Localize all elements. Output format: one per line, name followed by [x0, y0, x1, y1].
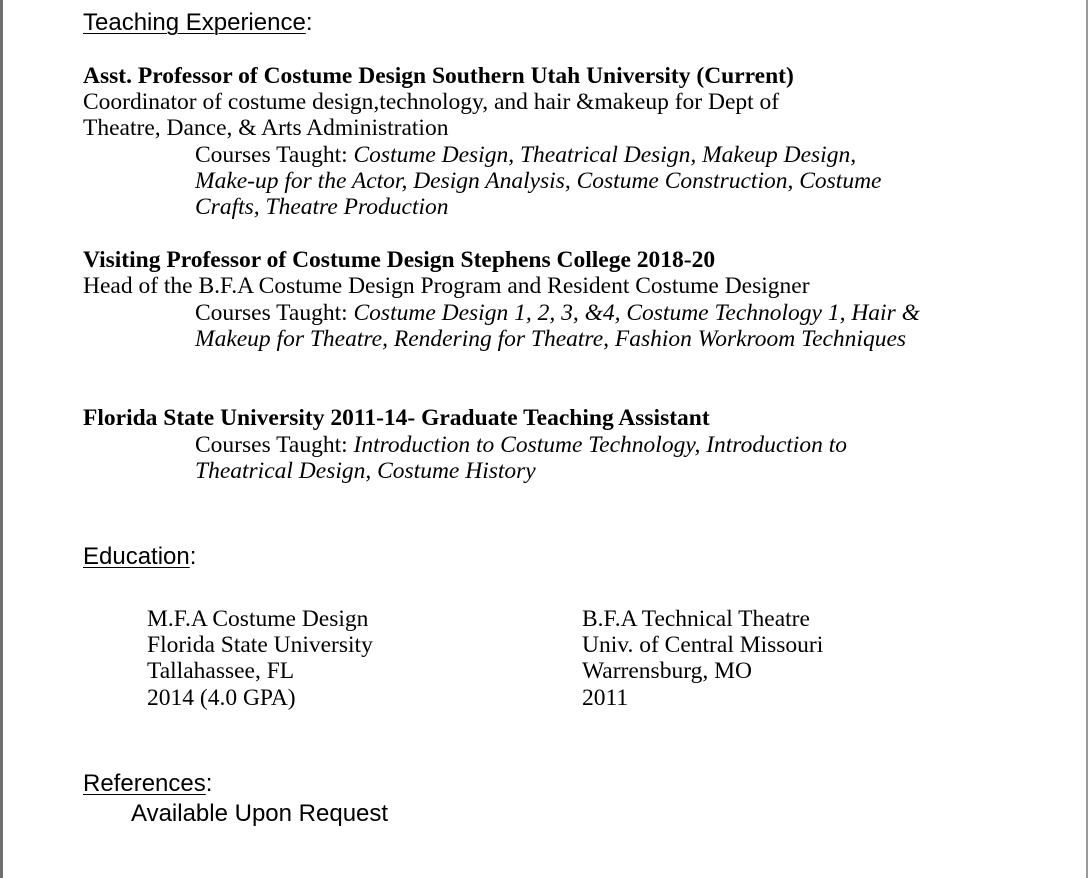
courses-label: Courses Taught: — [195, 300, 354, 326]
courses-stephens-college — [195, 300, 1075, 352]
references-text: Available Upon Request — [131, 800, 389, 827]
job-description-line: Head of the B.F.A Costume Design Program and Resident Costume Designer — [83, 273, 810, 300]
courses-label: Courses Taught: — [195, 432, 354, 458]
degree-year: 2014 (4.0 GPA) — [147, 684, 296, 711]
education-degree-bfa — [582, 606, 823, 711]
degree-school: Florida State University — [147, 632, 373, 659]
courses-southern-utah — [195, 142, 1075, 221]
degree-year: 2011 — [582, 684, 629, 711]
courses-list-line: Crafts, Theatre Production — [195, 194, 449, 221]
courses-list-line: Introduction to Costume Technology, Introduction to — [353, 432, 847, 458]
teaching-heading-colon: : — [305, 9, 313, 36]
references-heading-text: References — [83, 770, 206, 797]
position-florida-state — [83, 405, 710, 431]
degree-location: Tallahassee, FL — [147, 658, 295, 685]
position-southern-utah — [83, 63, 794, 142]
courses-list-line: Makeup for Theatre, Rendering for Theatre, Fashion Workroom Techniques — [195, 326, 907, 353]
degree-name: M.F.A Costume Design — [147, 606, 369, 632]
degree-name: B.F.A Technical Theatre — [582, 606, 810, 632]
references-heading-colon: : — [205, 770, 213, 797]
courses-list-line: Theatrical Design, Costume History — [195, 458, 536, 485]
teaching-experience-heading — [83, 9, 312, 36]
teaching-experience-heading-text: Teaching Experience — [83, 9, 306, 36]
page-edge-left — [0, 0, 3, 878]
education-heading-colon: : — [189, 543, 197, 570]
job-description-line: Theatre, Dance, & Arts Administration — [83, 115, 449, 142]
references-heading — [83, 770, 212, 797]
job-title: Asst. Professor of Costume Design Southern Utah University (Current) — [83, 63, 794, 89]
courses-list-line: Costume Design 1, 2, 3, &4, Costume Technology 1, Hair & — [353, 300, 920, 326]
education-heading-text: Education — [83, 543, 190, 570]
degree-school: Univ. of Central Missouri — [582, 632, 824, 659]
courses-list-line: Costume Design, Theatrical Design, Makeup Design, — [353, 142, 857, 168]
job-description-line: Coordinator of costume design,technology, and hair &makeup for Dept of — [83, 89, 780, 116]
courses-list-line: Make-up for the Actor, Design Analysis, Costume Construction, Costume — [195, 168, 882, 195]
education-heading — [83, 543, 196, 570]
job-title: Visiting Professor of Costume Design Stephens College 2018-20 — [83, 247, 716, 273]
courses-label: Courses Taught: — [195, 142, 354, 168]
education-degree-mfa — [147, 606, 373, 711]
job-title: Florida State University 2011-14- Graduate Teaching Assistant — [83, 405, 710, 431]
degree-location: Warrensburg, MO — [582, 658, 752, 685]
courses-florida-state — [195, 432, 1075, 484]
position-stephens-college — [83, 247, 810, 299]
